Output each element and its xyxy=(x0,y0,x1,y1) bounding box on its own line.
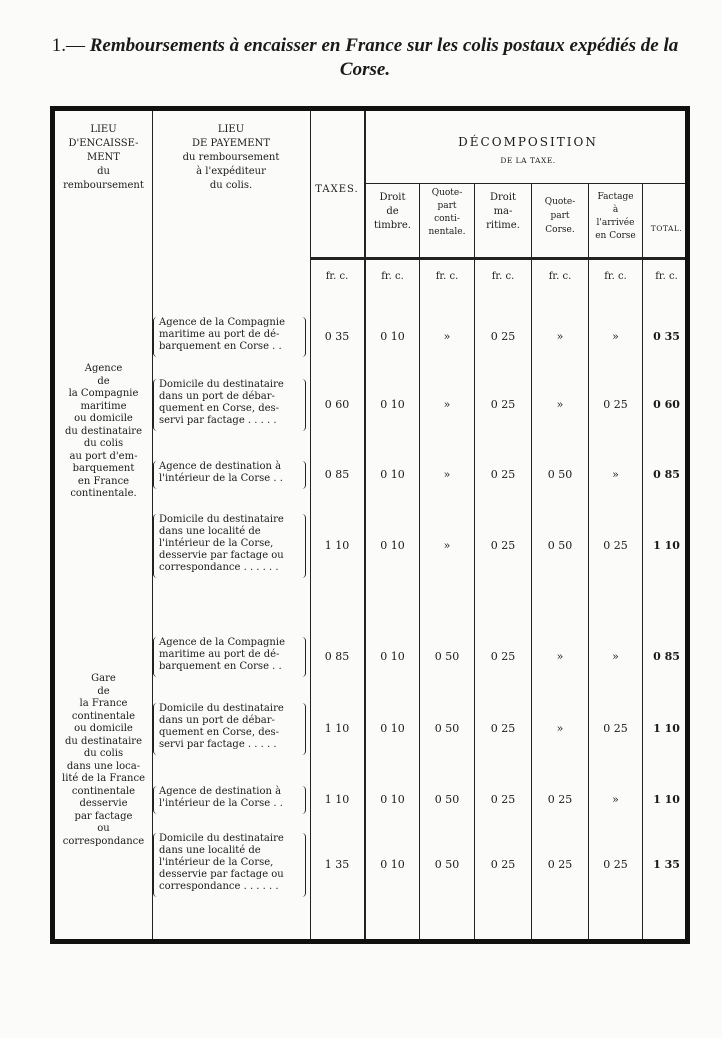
unit-label: fr. c. xyxy=(655,271,678,282)
cell-taxes: 0 60 xyxy=(324,398,350,411)
cell-taxes: 1 10 xyxy=(324,793,350,806)
header-quote-part-continentale: Quote- part conti- nentale. xyxy=(428,188,466,237)
header-quote-part-corse: Quote- part Corse. xyxy=(544,197,576,235)
cell-factage: » xyxy=(612,793,619,806)
cell-timbre: 0 10 xyxy=(380,793,405,806)
cell-taxes: 1 10 xyxy=(324,722,350,735)
cell-taxes: 0 85 xyxy=(324,650,350,663)
cell-corse: 0 50 xyxy=(547,468,573,481)
cell-continentale: 0 50 xyxy=(434,722,460,735)
row-lieu-paiement: Agence de la Compagnie maritime au port de dé- barquement en Corse . . xyxy=(159,317,285,352)
header-droit-timbre: Droit de timbre. xyxy=(374,192,411,231)
cell-total: 1 10 xyxy=(653,539,680,552)
cell-maritime: 0 25 xyxy=(490,539,516,552)
cell-continentale: 0 50 xyxy=(434,858,460,871)
cell-total: 0 85 xyxy=(653,650,680,663)
title-text: Remboursements à encaisser en France sur les colis postaux expédiés de la Corse. xyxy=(89,35,679,80)
unit-label: fr. c. xyxy=(491,271,515,282)
cell-factage: » xyxy=(612,330,619,343)
header-taxes: TAXES. xyxy=(315,184,359,195)
cell-continentale: 0 50 xyxy=(434,793,460,806)
cell-total: 0 85 xyxy=(653,468,680,481)
cell-corse: 0 50 xyxy=(547,539,573,552)
cell-timbre: 0 10 xyxy=(380,330,405,343)
cell-taxes: 1 35 xyxy=(324,858,350,871)
row-lieu-paiement: Domicile du destinataire dans un port de débar- quement en Corse, des- servi par factage . . . . . xyxy=(159,703,284,750)
cell-factage: » xyxy=(612,650,619,663)
cell-corse: » xyxy=(556,650,564,663)
unit-label: fr. c. xyxy=(381,271,404,282)
page-title xyxy=(30,34,700,82)
cell-maritime: 0 25 xyxy=(490,650,516,663)
cell-total: 0 60 xyxy=(653,398,680,411)
cell-factage: » xyxy=(612,468,619,481)
header-lieu-paiement: LIEU DE PAYEMENT du remboursement à l'expéditeur du colis. xyxy=(182,124,280,191)
unit-label: fr. c. xyxy=(435,271,459,282)
cell-factage: 0 25 xyxy=(603,398,628,411)
cell-taxes: 0 35 xyxy=(324,330,350,343)
row-lieu-paiement: Agence de destination à l'intérieur de la Corse . . xyxy=(159,461,283,484)
row-lieu-paiement: Domicile du destinataire dans un port de débar- quement en Corse, des- servi par factage . . . . . xyxy=(159,379,284,426)
cell-timbre: 0 10 xyxy=(380,858,405,871)
cell-maritime: 0 25 xyxy=(490,468,516,481)
cell-corse: » xyxy=(556,330,564,343)
cell-corse: 0 25 xyxy=(547,858,573,871)
cell-continentale: » xyxy=(443,468,451,481)
cell-continentale: » xyxy=(443,539,451,552)
cell-timbre: 0 10 xyxy=(380,722,405,735)
cell-maritime: 0 25 xyxy=(490,398,516,411)
row-lieu-paiement: Agence de destination à l'intérieur de la Corse . . xyxy=(159,786,283,809)
header-droit-maritime: Droit ma- ritime. xyxy=(486,192,520,231)
unit-label: fr. c. xyxy=(604,271,627,282)
cell-continentale: » xyxy=(443,398,451,411)
row-lieu-paiement: Agence de la Compagnie maritime au port de dé- barquement en Corse . . xyxy=(159,637,285,672)
cell-timbre: 0 10 xyxy=(380,468,405,481)
unit-label: fr. c. xyxy=(548,271,572,282)
header-de-la-taxe: DE LA TAXE. xyxy=(500,156,556,165)
header-lieu-encaissement: LIEU D'ENCAISSE- MENT du remboursement xyxy=(63,124,144,191)
cell-continentale: 0 50 xyxy=(434,650,460,663)
tariff-table xyxy=(50,106,690,944)
cell-corse: » xyxy=(556,398,564,411)
cell-factage: 0 25 xyxy=(603,539,628,552)
cell-factage: 0 25 xyxy=(603,722,628,735)
group-lieu-encaissement: Gare de la France continentale ou domicile du destinataire du colis dans une loca- lité de la France continentale desservie par factage ou correspondance xyxy=(62,673,145,847)
cell-maritime: 0 25 xyxy=(490,330,516,343)
cell-timbre: 0 10 xyxy=(380,650,405,663)
unit-label: fr. c. xyxy=(325,271,349,282)
cell-timbre: 0 10 xyxy=(380,398,405,411)
header-total: TOTAL. xyxy=(650,224,683,233)
cell-timbre: 0 10 xyxy=(380,539,405,552)
cell-factage: 0 25 xyxy=(603,858,628,871)
cell-total: 0 35 xyxy=(653,330,680,343)
cell-continentale: » xyxy=(443,330,451,343)
cell-total: 1 10 xyxy=(653,722,680,735)
title-number: 1.— xyxy=(51,35,85,56)
cell-maritime: 0 25 xyxy=(490,793,516,806)
header-factage: Factage à l'arrivée en Corse xyxy=(595,192,636,241)
cell-maritime: 0 25 xyxy=(490,722,516,735)
cell-total: 1 35 xyxy=(653,858,680,871)
row-lieu-paiement: Domicile du destinataire dans une localité de l'intérieur de la Corse, desservie par factage ou correspondance . . . . . . xyxy=(159,514,284,573)
cell-maritime: 0 25 xyxy=(490,858,516,871)
cell-corse: » xyxy=(556,722,564,735)
row-lieu-paiement: Domicile du destinataire dans une localité de l'intérieur de la Corse, desservie par factage ou correspondance . . . . . . xyxy=(159,833,284,892)
cell-taxes: 0 85 xyxy=(324,468,350,481)
cell-taxes: 1 10 xyxy=(324,539,350,552)
header-decomposition: DÉCOMPOSITION xyxy=(458,135,598,149)
group-lieu-encaissement: Agence de la Compagnie maritime ou domicile du destinataire du colis au port d'em- barquement en France continentale. xyxy=(65,363,142,499)
cell-total: 1 10 xyxy=(653,793,680,806)
cell-corse: 0 25 xyxy=(547,793,573,806)
